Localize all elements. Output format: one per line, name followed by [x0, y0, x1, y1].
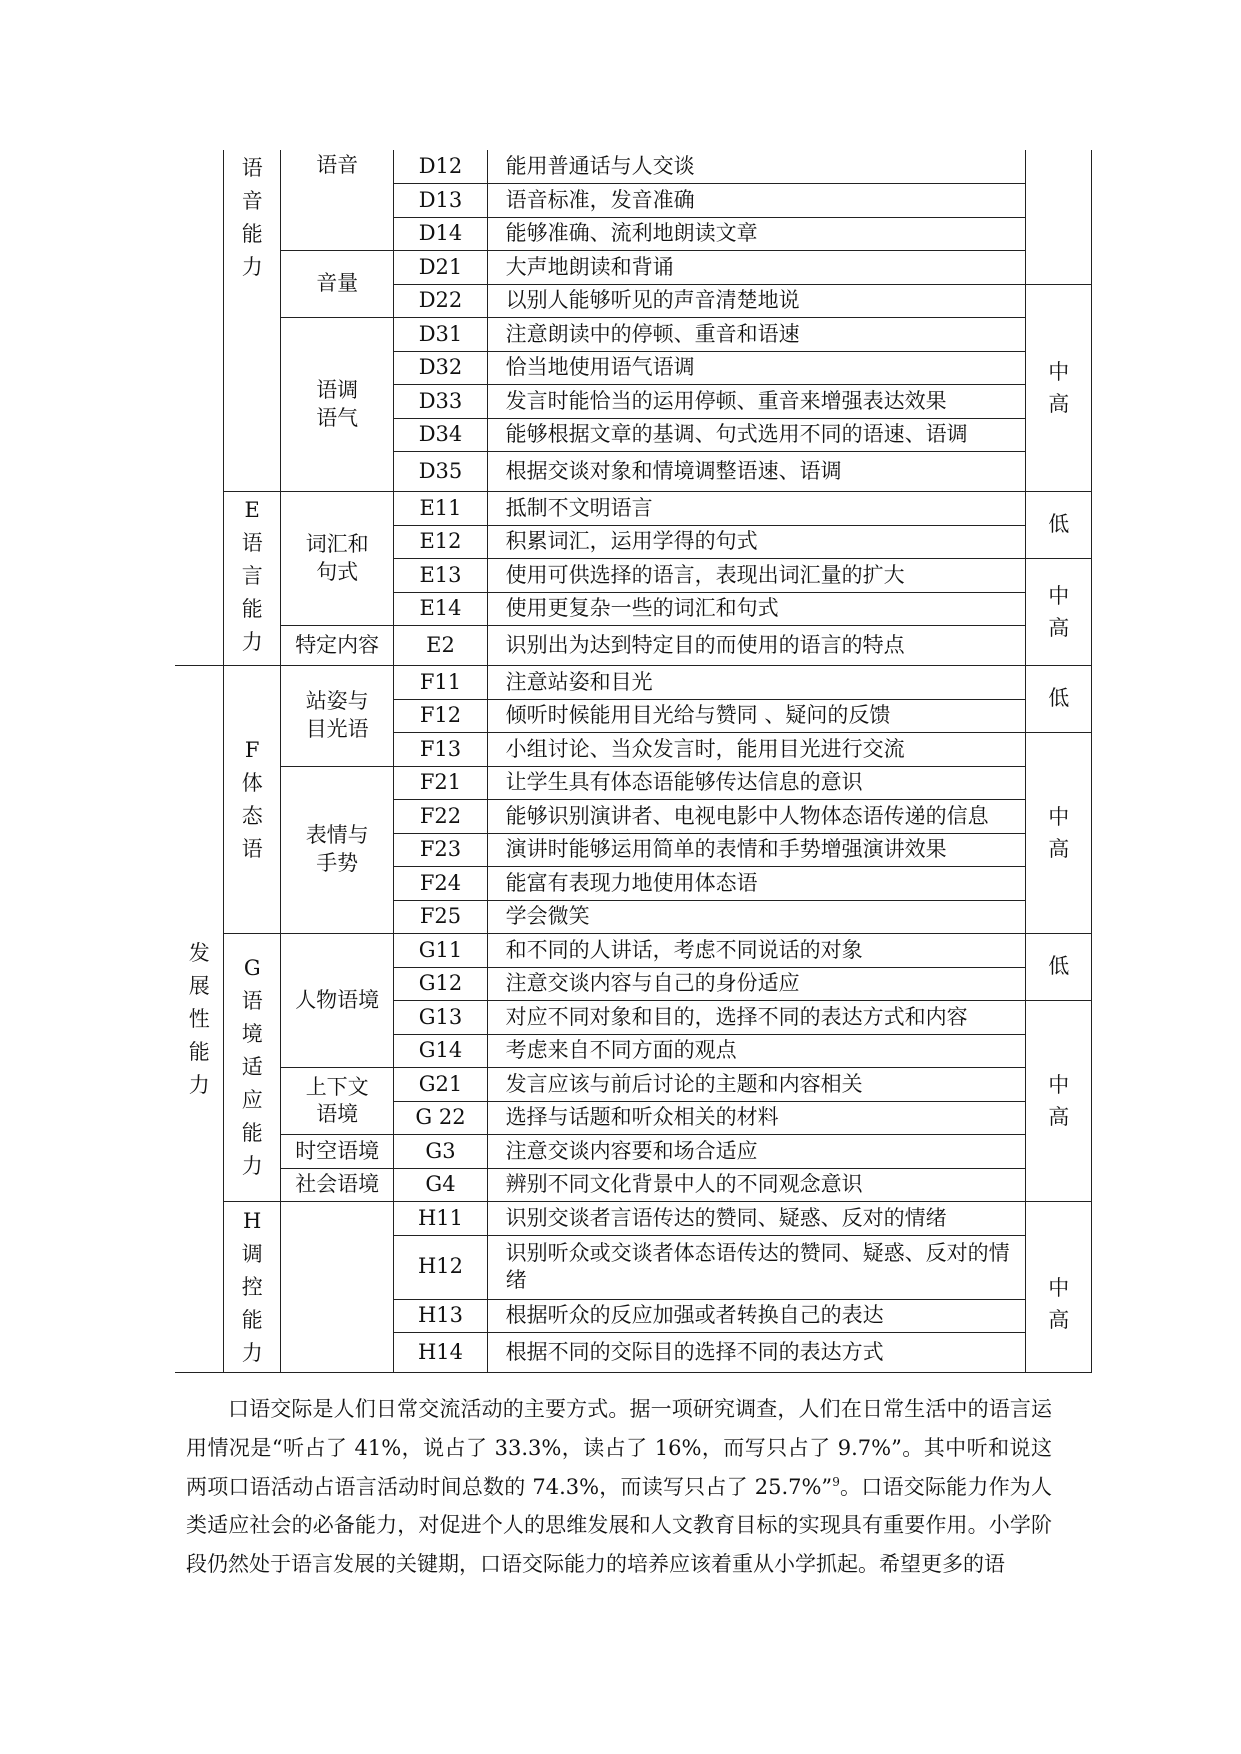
level-zhonggao: 中 高	[1026, 284, 1092, 492]
row-code: H13	[394, 1299, 487, 1333]
row-desc: 根据交谈对象和情境调整语速、语调	[487, 452, 1026, 492]
sub-shehui: 社会语境	[281, 1168, 394, 1202]
sub-biaoqing: 表情与 手势	[281, 766, 394, 934]
level-blank	[1026, 1202, 1092, 1236]
body-paragraph	[186, 1390, 1052, 1584]
row-desc: 根据不同的交际目的选择不同的表达方式	[487, 1333, 1026, 1373]
row-desc: 根据听众的反应加强或者转换自己的表达	[487, 1299, 1026, 1333]
table-row	[175, 1135, 1092, 1169]
row-code: F21	[394, 766, 487, 800]
row-code: D33	[394, 385, 487, 419]
level-blank	[1026, 150, 1092, 284]
footnote-marker: 9	[832, 1474, 840, 1489]
row-desc: 发言时能恰当的运用停顿、重音来增强表达效果	[487, 385, 1026, 419]
row-desc: 对应不同对象和目的，选择不同的表达方式和内容	[487, 1001, 1026, 1035]
row-desc: 大声地朗读和背诵	[487, 251, 1026, 285]
row-desc: 学会微笑	[487, 900, 1026, 934]
level-zhonggao: 中 高	[1026, 559, 1092, 666]
table-row	[175, 1202, 1092, 1236]
sub-yinliang: 音量	[281, 251, 394, 318]
sub-renwu: 人物语境	[281, 934, 394, 1068]
row-desc: 让学生具有体态语能够传达信息的意识	[487, 766, 1026, 800]
row-desc: 和不同的人讲话，考虑不同说话的对象	[487, 934, 1026, 968]
row-code: F25	[394, 900, 487, 934]
row-desc: 发言应该与前后讨论的主题和内容相关	[487, 1068, 1026, 1102]
row-code: H11	[394, 1202, 487, 1236]
category-development: 发 展 性 能 力	[175, 666, 224, 1373]
row-code: G 22	[394, 1101, 487, 1135]
sub-yuyin: 语音	[281, 150, 394, 251]
row-desc: 以别人能够听见的声音清楚地说	[487, 284, 1026, 318]
row-code: E14	[394, 592, 487, 626]
sub-shikong: 时空语境	[281, 1135, 394, 1169]
row-desc: 识别交谈者言语传达的赞同、疑惑、反对的情绪	[487, 1202, 1026, 1236]
row-desc: 能够识别演讲者、电视电影中人物体态语传递的信息	[487, 800, 1026, 834]
row-code: G3	[394, 1135, 487, 1169]
row-code: F22	[394, 800, 487, 834]
row-desc: 能富有表现力地使用体态语	[487, 867, 1026, 901]
level-di: 低	[1026, 666, 1092, 733]
level-zhonggao: 中 高	[1026, 1235, 1092, 1373]
group-e-label: E 语 言 能 力	[224, 492, 281, 666]
row-code: D14	[394, 217, 487, 251]
table-row	[175, 666, 1092, 700]
row-code: H14	[394, 1333, 487, 1373]
table-row	[175, 1068, 1092, 1102]
row-code: F24	[394, 867, 487, 901]
row-desc: 抵制不文明语言	[487, 492, 1026, 526]
row-code: E11	[394, 492, 487, 526]
row-code: F11	[394, 666, 487, 700]
row-code: E2	[394, 626, 487, 666]
table-row	[175, 251, 1092, 285]
row-code: D21	[394, 251, 487, 285]
row-code: D31	[394, 318, 487, 352]
row-desc: 注意站姿和目光	[487, 666, 1026, 700]
sub-cihui: 词汇和 句式	[281, 492, 394, 626]
level-di: 低	[1026, 934, 1092, 1001]
indicator-table	[175, 150, 1092, 1373]
row-desc: 考虑来自不同方面的观点	[487, 1034, 1026, 1068]
row-code: H12	[394, 1235, 487, 1299]
row-desc: 能用普通话与人交谈	[487, 150, 1026, 184]
row-desc: 能够准确、流利地朗读文章	[487, 217, 1026, 251]
table-row	[175, 492, 1092, 526]
row-desc: 演讲时能够运用简单的表情和手势增强演讲效果	[487, 833, 1026, 867]
row-desc: 倾听时候能用目光给与赞同 、疑问的反馈	[487, 699, 1026, 733]
row-code: F23	[394, 833, 487, 867]
sub-teding: 特定内容	[281, 626, 394, 666]
paragraph-text-continued: 。口语交际能力作为人类适应社会的必备能力，对促进个人的思维发展和人文教育目标的实现具有重要作用。小学阶段仍然处于语言发展的关键期，口语交际能力的培养应该着重从小学抓起。希望更多的语	[186, 1474, 1053, 1577]
row-desc: 使用更复杂一些的词汇和句式	[487, 592, 1026, 626]
row-code: G12	[394, 967, 487, 1001]
table-row	[175, 766, 1092, 800]
row-code: G14	[394, 1034, 487, 1068]
row-desc: 选择与话题和听众相关的材料	[487, 1101, 1026, 1135]
category-blank-top	[175, 150, 224, 666]
row-code: F12	[394, 699, 487, 733]
row-desc: 识别听众或交谈者体态语传达的赞同、疑惑、反对的情绪	[487, 1235, 1026, 1299]
row-code: E12	[394, 525, 487, 559]
paragraph-text: 口语交际是人们日常交流活动的主要方式。据一项研究调查，人们在日常生活中的语言运用情况是“听占了 41%，说占了 33.3%，读占了 16%，而写只占了 9.7%”。其中听和说这两项口语活动占语言活动时间总数的 74.3%，而读写只占了 25.7%”	[186, 1397, 1052, 1499]
row-desc: 语音标准，发音准确	[487, 184, 1026, 218]
table-row	[175, 1168, 1092, 1202]
row-code: D12	[394, 150, 487, 184]
row-code: G21	[394, 1068, 487, 1102]
group-g-label: G 语 境 适 应 能 力	[224, 934, 281, 1202]
row-desc: 能够根据文章的基调、句式选用不同的语速、语调	[487, 418, 1026, 452]
group-d-label: 语 音 能 力	[224, 150, 281, 492]
row-code: F13	[394, 733, 487, 767]
row-desc: 恰当地使用语气语调	[487, 351, 1026, 385]
group-h-label: H 调 控 能 力	[224, 1202, 281, 1373]
row-code: G4	[394, 1168, 487, 1202]
row-code: D13	[394, 184, 487, 218]
level-zhonggao: 中 高	[1026, 1001, 1092, 1202]
row-desc: 注意交谈内容与自己的身份适应	[487, 967, 1026, 1001]
level-di: 低	[1026, 492, 1092, 559]
sub-yudiao: 语调 语气	[281, 318, 394, 492]
group-f-label: F 体 态 语	[224, 666, 281, 934]
table-row	[175, 934, 1092, 968]
sub-zhanzi: 站姿与 目光语	[281, 666, 394, 767]
row-code: E13	[394, 559, 487, 593]
row-code: G11	[394, 934, 487, 968]
table-row	[175, 150, 1092, 184]
row-desc: 识别出为达到特定目的而使用的语言的特点	[487, 626, 1026, 666]
sub-shangxiawen: 上下文 语境	[281, 1068, 394, 1135]
row-code: D35	[394, 452, 487, 492]
row-code: G13	[394, 1001, 487, 1035]
row-desc: 辨别不同文化背景中人的不同观念意识	[487, 1168, 1026, 1202]
row-code: D32	[394, 351, 487, 385]
row-desc: 积累词汇，运用学得的句式	[487, 525, 1026, 559]
table-row	[175, 318, 1092, 352]
table-row	[175, 626, 1092, 666]
row-desc: 使用可供选择的语言，表现出词汇量的扩大	[487, 559, 1026, 593]
row-code: D22	[394, 284, 487, 318]
row-desc: 注意朗读中的停顿、重音和语速	[487, 318, 1026, 352]
level-zhonggao: 中 高	[1026, 733, 1092, 934]
row-desc: 小组讨论、当众发言时，能用目光进行交流	[487, 733, 1026, 767]
row-desc: 注意交谈内容要和场合适应	[487, 1135, 1026, 1169]
sub-blank	[281, 1202, 394, 1373]
row-code: D34	[394, 418, 487, 452]
